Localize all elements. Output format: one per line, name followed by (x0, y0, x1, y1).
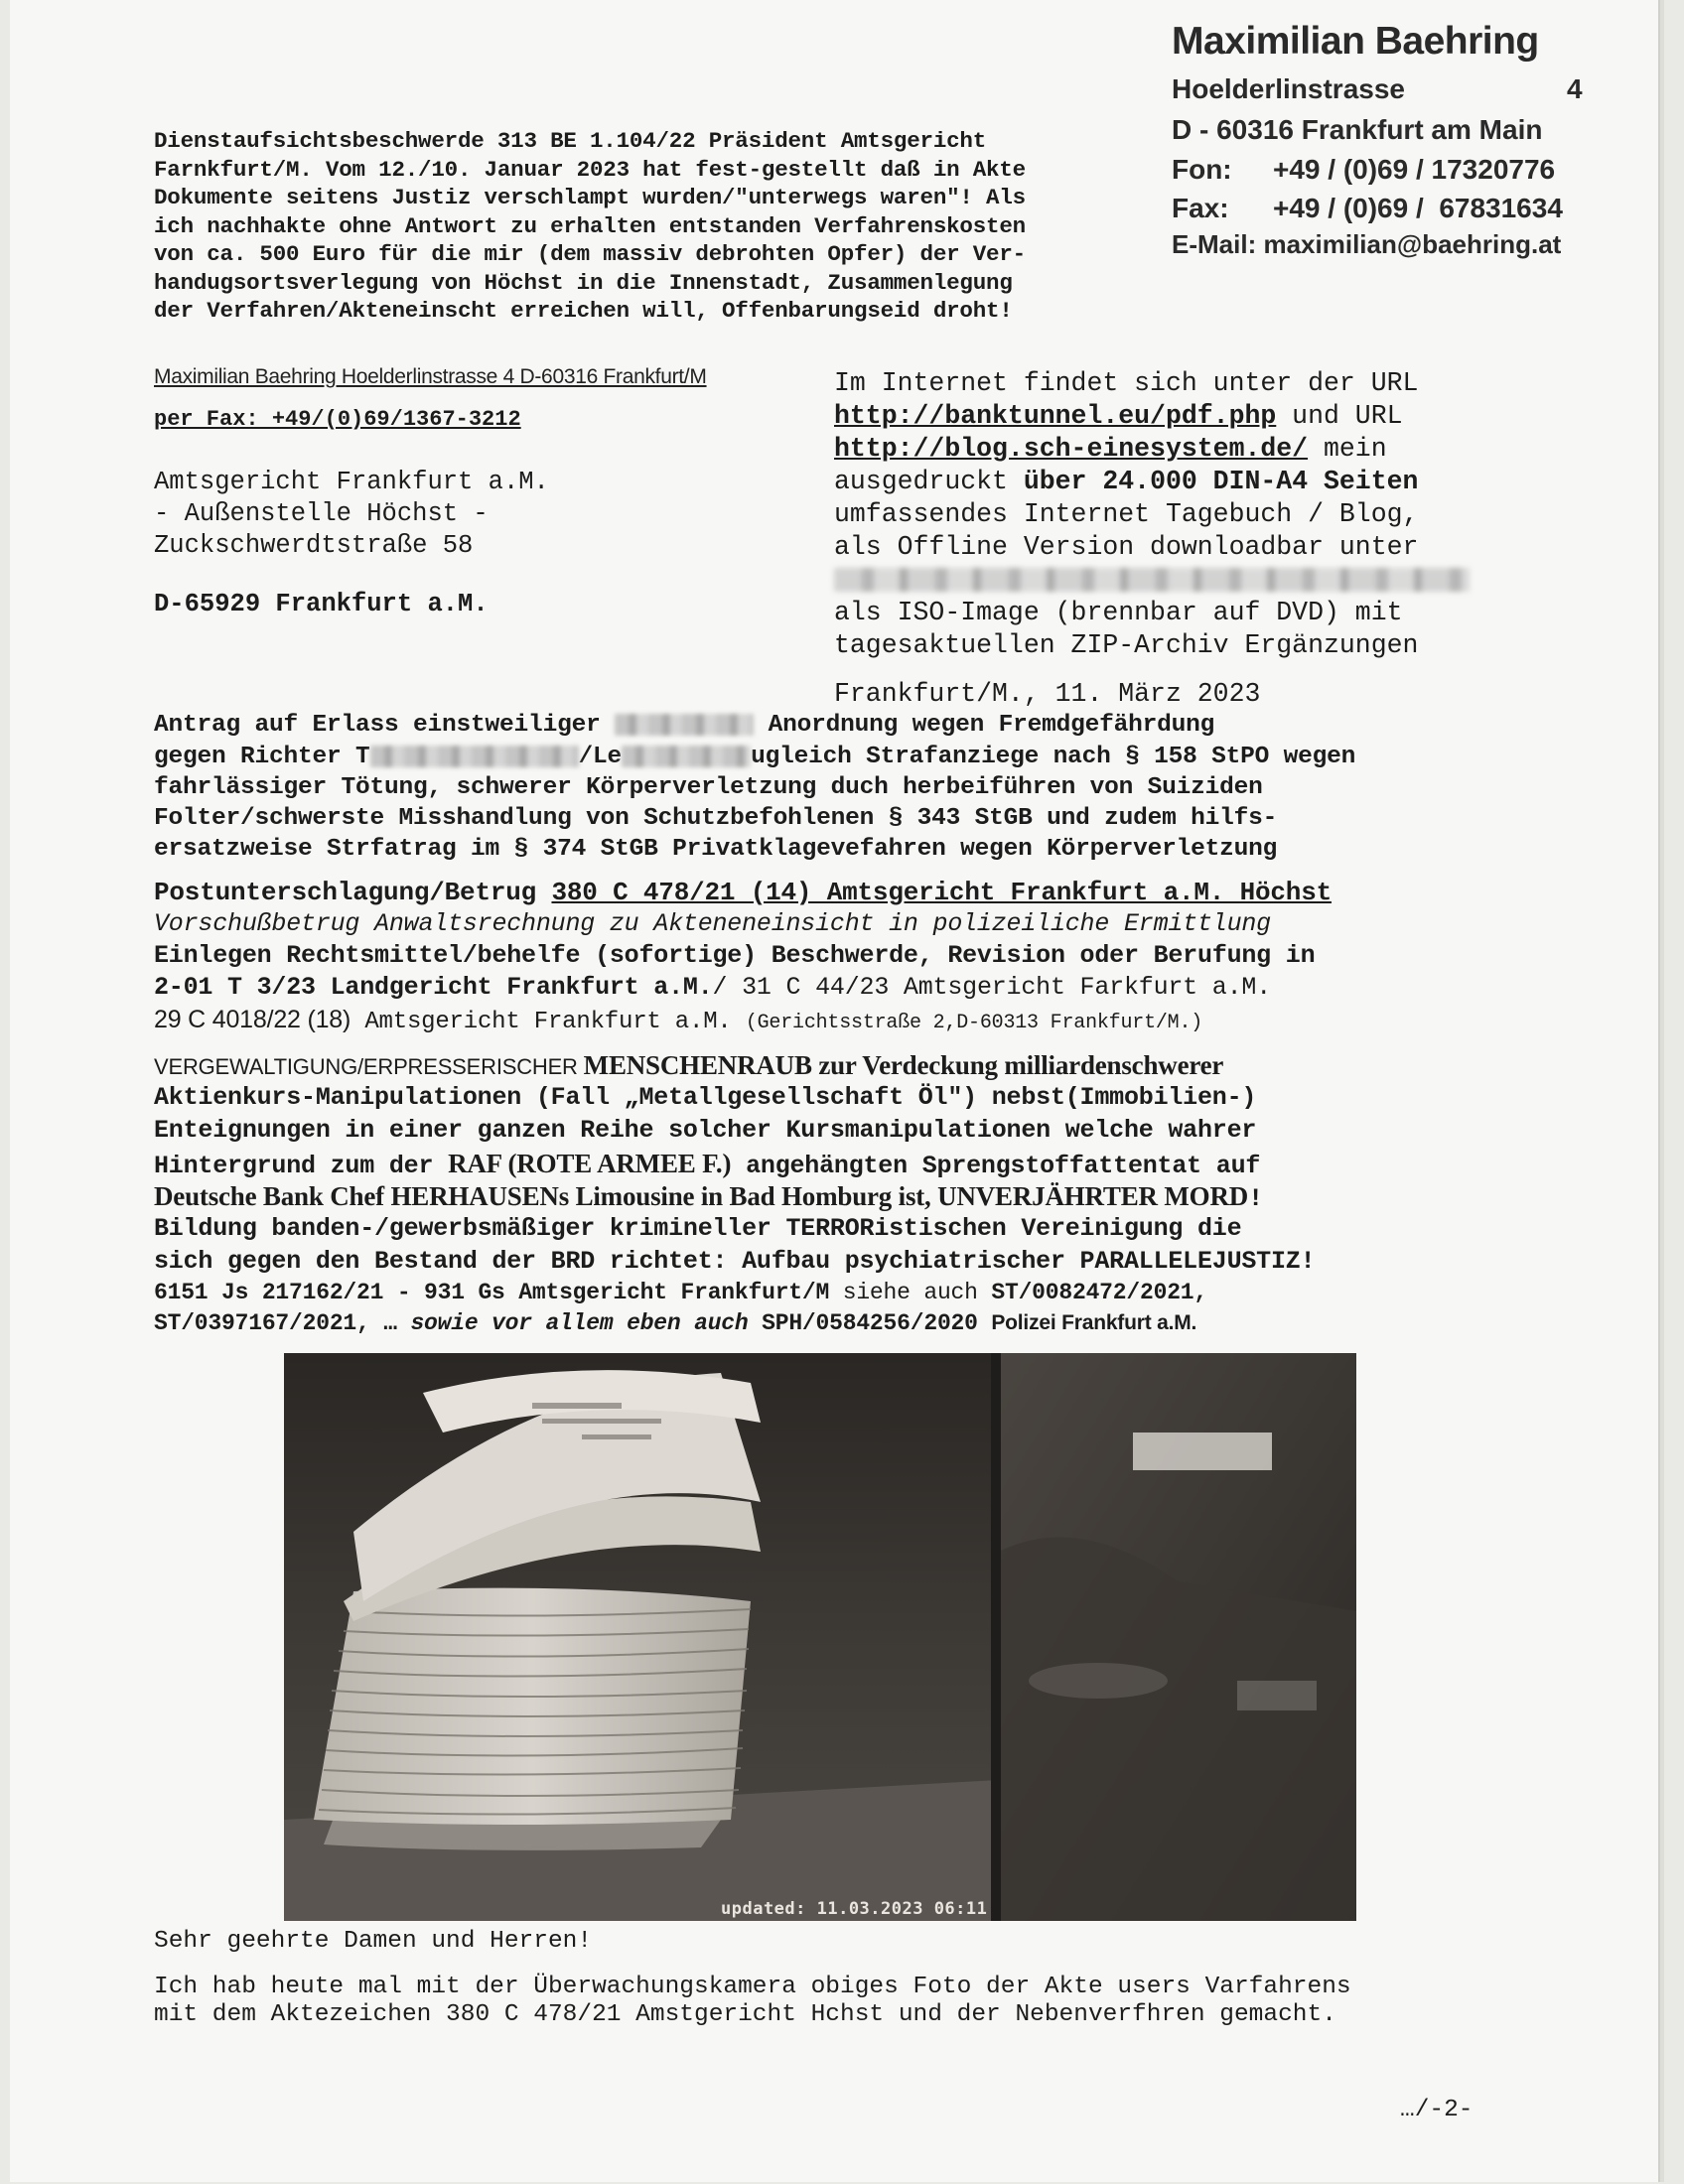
info-line: tagesaktuellen ZIP-Archiv Ergänzungen (834, 630, 1419, 660)
letterhead-phone (1172, 154, 1556, 186)
case-text: (Gerichtsstraße 2,D-60313 Frankfurt/M.) (745, 1012, 1203, 1034)
letterhead-city: D - 60316 Frankfurt am Main (1172, 114, 1543, 145)
document-page (10, 0, 1658, 2182)
info-text: und URL (1276, 401, 1403, 431)
accusation-text: SPH/0584256/2020 (748, 1310, 992, 1336)
accusation-line-2: Aktienkurs-Manipulationen (Fall „Metallgesellschaft Öl") nebst(Immobilien-) (154, 1083, 1257, 1112)
accusation-text: ! (1248, 1184, 1263, 1213)
recipient-city: D-65929 Frankfurt a.M. (154, 590, 489, 618)
accusation-text: VERGEWALTIGUNG/ERPRESSERISCHER (154, 1054, 584, 1079)
redacted-url (834, 568, 1470, 592)
case-text: 2-01 T 3/23 Landgericht Frankfurt a.M. (154, 973, 713, 1002)
case-number: 380 C 478/21 (14) Amtsgericht Frankfurt a.M. Höchst (551, 878, 1332, 907)
fax-line: per Fax: +49/(0)69/1367-3212 (154, 407, 521, 432)
greeting: Sehr geehrte Damen und Herren! (154, 1928, 593, 1955)
phone-label: Fon: (1172, 154, 1232, 185)
intro-paragraph (154, 127, 1162, 326)
accusation-line-6: Bildung banden-/gewerbsmäßiger krimineller TERRORistischen Vereinigung die (154, 1214, 1242, 1243)
accusation-line-3: Enteignungen in einer ganzen Reihe solcher Kursmanipulationen welche wahrer (154, 1116, 1257, 1145)
subject-text: gegen Richter T (154, 744, 370, 770)
letterhead-fax (1172, 193, 1563, 224)
accusation-line-4 (154, 1149, 1514, 1180)
subject-text: Anordnung wegen Fremdgefährdung (754, 712, 1215, 739)
subject-line-2 (154, 744, 1514, 770)
pages-count: über 24.000 DIN-A4 Seiten (1023, 467, 1419, 496)
subject-line-4: Folter/schwerste Misshandlung von Schutzbefohlenen § 343 StGB und zudem hilfs- (154, 805, 1278, 832)
accusation-text: Limousine in Bad Homburg ist, (569, 1181, 938, 1211)
case-line-4 (154, 973, 1514, 1002)
case-line-5 (154, 1006, 1514, 1035)
street-name: Hoelderlinstrasse (1172, 73, 1405, 104)
body-line: Ich hab heute mal mit der Überwachungskamera obiges Foto der Akte users Varfahrens (154, 1974, 1351, 2000)
intro-line: ich nachhakte ohne Antwort zu erhalten entstanden Verfahrenskosten (154, 212, 1026, 239)
subject-line-5: ersatzweise Strfatrag im § 374 StGB Privatklagevefahren wegen Körperverletzung (154, 836, 1278, 863)
info-line (834, 433, 1509, 466)
body-text (154, 1974, 1351, 2029)
info-line: Im Internet findet sich unter der URL (834, 368, 1419, 398)
fax-number: +49 / (0)69 / 67831634 (1273, 193, 1563, 223)
accusation-text: RAF (ROTE ARMEE F.) (448, 1149, 732, 1178)
recipient-line-3: Zuckschwerdtstraße 58 (154, 531, 474, 560)
subject-text: Antrag auf Erlass einstweiliger (154, 712, 616, 739)
case-line-1 (154, 878, 1514, 907)
case-text: Amtsgericht Frankfurt a.M. (351, 1009, 732, 1035)
internet-info (834, 367, 1509, 662)
accusation-text: Deutsche Bank Chef (154, 1181, 391, 1211)
case-text: / 31 C 44/23 Amtsgericht Farkfurt a.M. (712, 973, 1271, 1002)
recipient-line-1: Amtsgericht Frankfurt a.M. (154, 468, 549, 496)
email-label: E-Mail: (1172, 229, 1257, 259)
photo-timestamp: updated: 11.03.2023 06:11 (721, 1899, 988, 1919)
accusation-text: sowie vor allem eben auch (410, 1310, 749, 1336)
info-line (834, 400, 1509, 433)
accusation-line-7: sich gegen den Bestand der BRD richtet: Aufbau psychiatrischer PARALLELEJUSTIZ! (154, 1247, 1316, 1276)
case-text: 29 C 4018/22 (18) (154, 1006, 351, 1033)
intro-line: der Verfahren/Akteneinscht erreichen will, Offenbarungseid droht! (154, 298, 1013, 324)
accusation-line-9 (154, 1310, 1514, 1336)
letterhead-email (1172, 229, 1561, 260)
letterhead-street (1172, 73, 1583, 105)
redacted-name (622, 746, 751, 767)
redacted-name (370, 746, 579, 767)
accusation-text: Polizei Frankfurt a.M. (991, 1311, 1197, 1334)
subject-text: ugleich Strafanziege nach § 158 StPO wegen (751, 744, 1356, 770)
intro-line: handugsortsverlegung von Höchst in die Innenstadt, Zusammenlegung (154, 269, 1013, 296)
recipient-line-2: - Außenstelle Höchst - (154, 499, 489, 528)
page-number: …/-2- (1400, 2097, 1474, 2123)
recipient-address (154, 467, 549, 562)
intro-line: Dienstaufsichtsbeschwerde 313 BE 1.104/22 Präsident Amtsgericht (154, 128, 987, 154)
intro-line: Farnkfurt/M. Vom 12./10. Januar 2023 hat fest-gestellt daß in Akte (154, 156, 1026, 183)
accusation-line-1 (154, 1050, 1514, 1082)
house-number: 4 (1567, 73, 1583, 104)
case-text: Postunterschlagung/Betrug (154, 878, 552, 907)
accusation-text: HERHAUSENs (390, 1181, 570, 1211)
url-blog-link[interactable]: http://blog.sch-einesystem.de/ (834, 434, 1309, 464)
file-stack-image (284, 1353, 1356, 1921)
intro-line: Dokumente seitens Justiz verschlampt wurden/"unterwegs waren"! Als (154, 185, 1026, 210)
accusation-text: 6151 Js 217162/21 - 931 Gs Amtsgericht Frankfurt/M (154, 1280, 830, 1305)
body-line: mit dem Aktezeichen 380 C 478/21 Amstgericht Hchst und der Nebenverfhren gemacht. (154, 2001, 1336, 2028)
url-banktunnel-link[interactable]: http://banktunnel.eu/pdf.php (834, 401, 1277, 431)
accusation-text: ST/0082472/2021, (991, 1280, 1207, 1305)
accusation-text: zur Verdeckung milliardenschwerer (811, 1050, 1224, 1080)
subject-text: /Le (578, 744, 623, 770)
info-line: umfassendes Internet Tagebuch / Blog, (834, 499, 1419, 529)
phone-number: +49 / (0)69 / 17320776 (1273, 154, 1556, 185)
accusation-text: MENSCHENRAUB (583, 1050, 812, 1080)
document-date: Frankfurt/M., 11. März 2023 (834, 679, 1261, 709)
info-text: ausgedruckt (834, 467, 1024, 496)
accusation-text: siehe auch (829, 1280, 992, 1305)
fax-label: Fax: (1172, 193, 1229, 223)
intro-line: von ca. 500 Euro für die mir (dem massiv debrohten Opfer) der Ver- (154, 241, 1026, 267)
accusation-line-5 (154, 1181, 1514, 1213)
email-address: maximilian@baehring.at (1263, 229, 1562, 259)
info-line (834, 466, 1509, 498)
sender-line: Maximilian Baehring Hoelderlinstrasse 4 D-60316 Frankfurt/M (154, 365, 707, 388)
accusation-text: Hintergrund zum der (154, 1152, 449, 1180)
case-line-3: Einlegen Rechtsmittel/behelfe (sofortige) Beschwerde, Revision oder Berufung in (154, 941, 1316, 970)
subject-line-3: fahrlässiger Tötung, schwerer Körperverletzung duch herbeiführen von Suiziden (154, 774, 1263, 801)
info-line: als Offline Version downloadbar unter (834, 532, 1419, 562)
letterhead-name: Maximilian Baehring (1172, 20, 1539, 63)
accusation-text: ST/0397167/2021, … (154, 1310, 411, 1336)
case-line-2: Vorschußbetrug Anwaltsrechnung zu Akteneneinsicht in polizeiliche Ermittlung (154, 909, 1271, 938)
info-line: als ISO-Image (brennbar auf DVD) mit (834, 598, 1403, 627)
info-text: mein (1308, 434, 1387, 464)
accusation-text: UNVERJÄHRTER MORD (937, 1181, 1249, 1211)
info-line (834, 564, 1509, 597)
accusation-text: angehängten Sprengstoffattentat auf (731, 1152, 1261, 1180)
subject-line-1 (154, 712, 1514, 739)
accusation-line-8 (154, 1280, 1514, 1305)
surveillance-photo (284, 1353, 1356, 1921)
redacted-word (615, 714, 754, 736)
